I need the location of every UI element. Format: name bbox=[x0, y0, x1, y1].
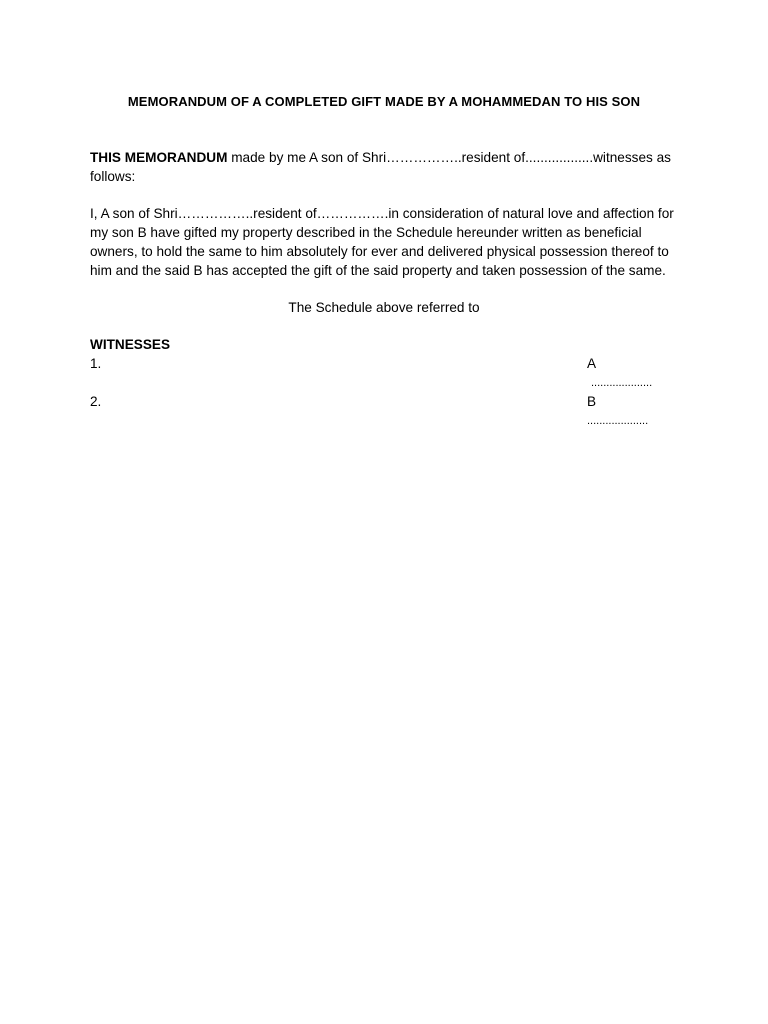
memorandum-intro-text: made by me A son of Shri……………..resident of..................witnesses as follows: bbox=[90, 150, 671, 184]
memorandum-intro-paragraph bbox=[90, 148, 680, 186]
document-title: MEMORANDUM OF A COMPLETED GIFT MADE BY A MOHAMMEDAN TO HIS SON bbox=[127, 94, 641, 109]
schedule-line: The Schedule above referred to bbox=[288, 300, 480, 315]
witness-number-2: 2. bbox=[90, 394, 102, 409]
witnesses-heading: WITNESSES bbox=[90, 337, 171, 352]
witness-number-1: 1. bbox=[90, 356, 102, 371]
memorandum-lead: THIS MEMORANDUM bbox=[90, 150, 228, 165]
signatory-a-label: A bbox=[587, 356, 597, 371]
signatory-b-label: B bbox=[587, 394, 597, 409]
signatory-a-signature-line: .................... bbox=[591, 377, 653, 389]
gift-declaration-paragraph: I, A son of Shri……………..resident of…………….in consideration of natural love and affection for my son B have gifted my property described in the Schedule hereunder written as beneficial owners, to hold the same to him absolutely for ever and delivered physical possession thereof to him and the said B has accepted the gift of the said property and taken possession of the same. bbox=[90, 206, 674, 278]
signatory-b-signature-line: .................... bbox=[587, 415, 649, 427]
